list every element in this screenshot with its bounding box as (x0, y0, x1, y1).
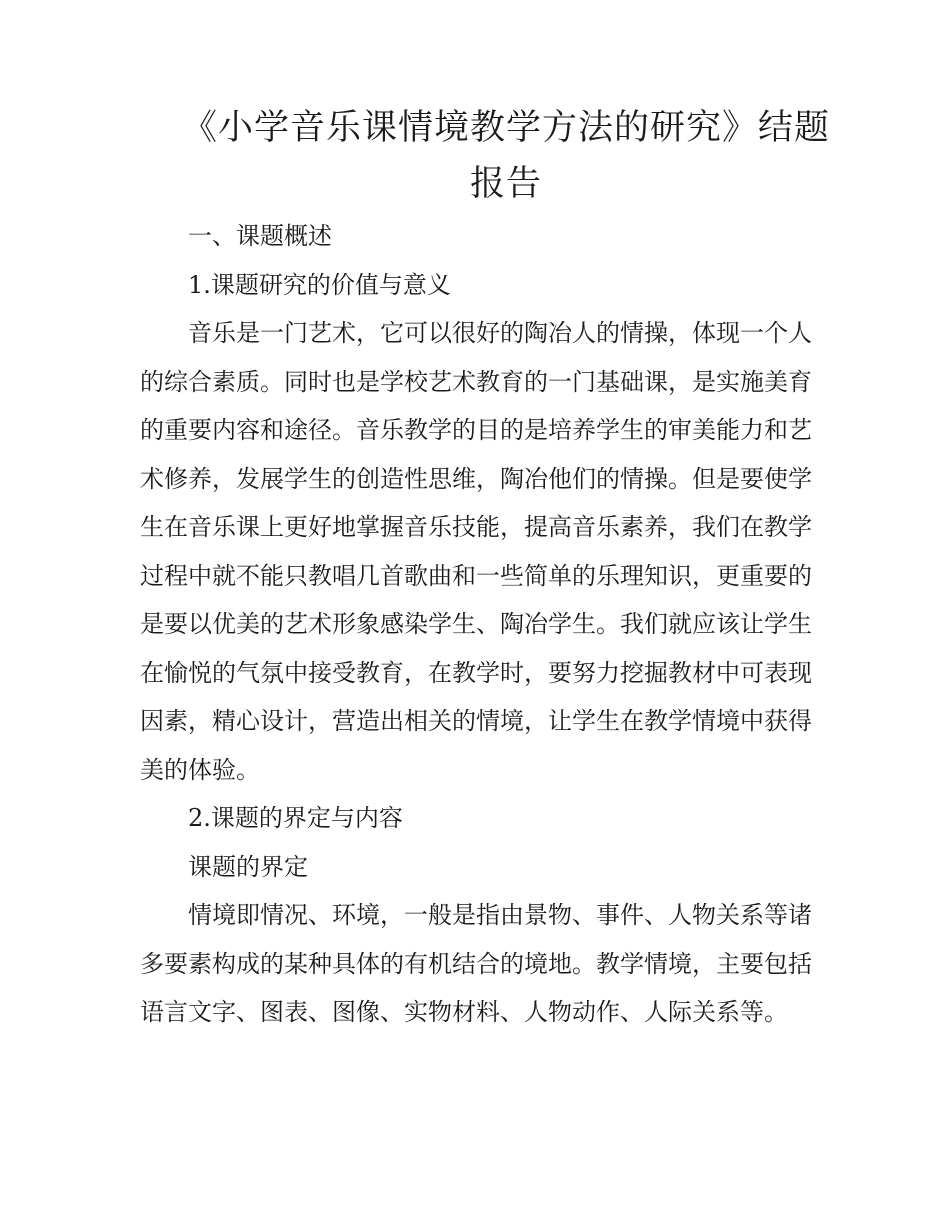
sub-subsection-heading: 课题的界定 (188, 852, 308, 881)
paragraph-definition: 情境即情况、环境，一般是指由景物、事件、人物关系等诸多要素构成的某种具体的有机结合的境地。教学情境，主要包括语言文字、图表、图像、实物材料、人物动作、人际关系等。 (140, 901, 812, 1026)
title-line-2: 报告 (469, 164, 542, 204)
document-body (140, 212, 812, 1037)
title-line-1: 《小学音乐课情境教学方法的研究》结题 (181, 108, 830, 148)
section-heading: 一、课题概述 (188, 222, 332, 250)
paragraph-value-significance: 音乐是一门艺术，它可以很好的陶冶人的情操，体现一个人的综合素质。同时也是学校艺术教育的一门基础课，是实施美育的重要内容和途径。音乐教学的目的是培养学生的审美能力和艺术修养，发展学生的创造性思维，陶冶他们的情操。但是要使学生在音乐课上更好地掌握音乐技能，提高音乐素养，我们在教学过程中就不能只教唱几首歌曲和一些简单的乐理知识，更重要的是要以优美的艺术形象感染学生、陶冶学生。我们就应该让学生在愉悦的气氛中接受教育，在教学时，要努力挖掘教材中可表现因素，精心设计，营造出相关的情境，让学生在教学情境中获得美的体验。 (140, 319, 812, 784)
subsection-heading-value: 1.课题研究的价值与意义 (188, 270, 451, 299)
document-title (140, 100, 872, 212)
subsection-heading-definition: 2.课题的界定与内容 (188, 804, 403, 832)
